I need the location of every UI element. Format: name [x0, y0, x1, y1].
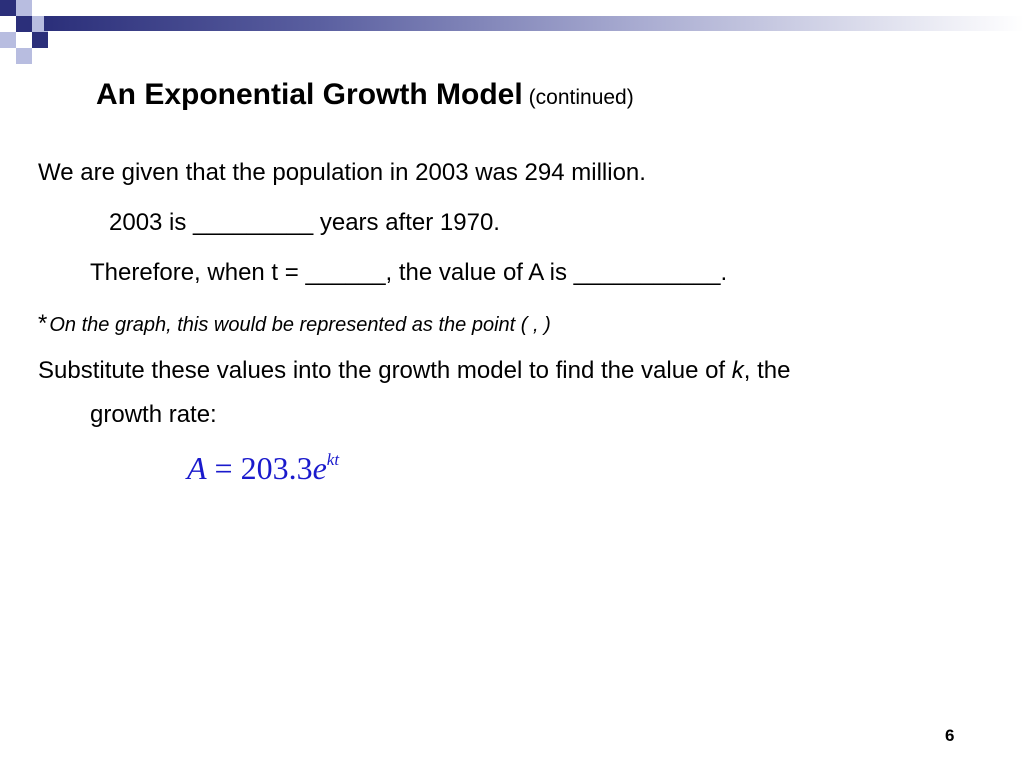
slide-title-subtitle: (continued)	[528, 86, 634, 109]
decor-square	[16, 48, 32, 64]
bullet-growth-rate: growth rate:	[90, 401, 217, 428]
decor-square	[0, 32, 16, 48]
header-decoration	[0, 0, 1024, 64]
substitute-text-end: , the	[743, 357, 791, 384]
bullet-therefore: Therefore, when t = ______, the value of A is ___________.	[90, 259, 728, 286]
decor-square	[32, 32, 48, 48]
equation-base: e	[312, 450, 327, 486]
decor-square	[16, 32, 32, 48]
decor-square	[16, 16, 32, 32]
slide-title	[96, 78, 634, 112]
equation-equals: =	[206, 450, 241, 486]
decor-square	[32, 0, 48, 16]
substitute-text: Substitute these values into the growth model to find the value of	[38, 357, 732, 384]
note-text: On the graph, this would be represented as the point ( , )	[49, 314, 551, 336]
decor-square	[0, 16, 16, 32]
slide-title-main: An Exponential Growth Model	[96, 78, 523, 111]
equation-lhs: A	[187, 450, 207, 486]
graph-note	[38, 310, 551, 338]
decor-square	[0, 0, 16, 16]
substitute-k: k	[731, 357, 744, 384]
growth-model-equation	[187, 450, 339, 487]
decor-square	[16, 0, 32, 16]
bullet-years-after: 2003 is _________ years after 1970.	[109, 209, 500, 236]
bullet-substitute	[38, 357, 790, 385]
note-asterisk: *	[38, 310, 48, 337]
page-number: 6	[945, 726, 955, 745]
equation-exponent: kt	[326, 450, 340, 469]
equation-coefficient: 203.3	[240, 450, 313, 486]
header-gradient-bar	[44, 16, 1024, 31]
bullet-given-population: We are given that the population in 2003 was 294 million.	[38, 159, 646, 186]
